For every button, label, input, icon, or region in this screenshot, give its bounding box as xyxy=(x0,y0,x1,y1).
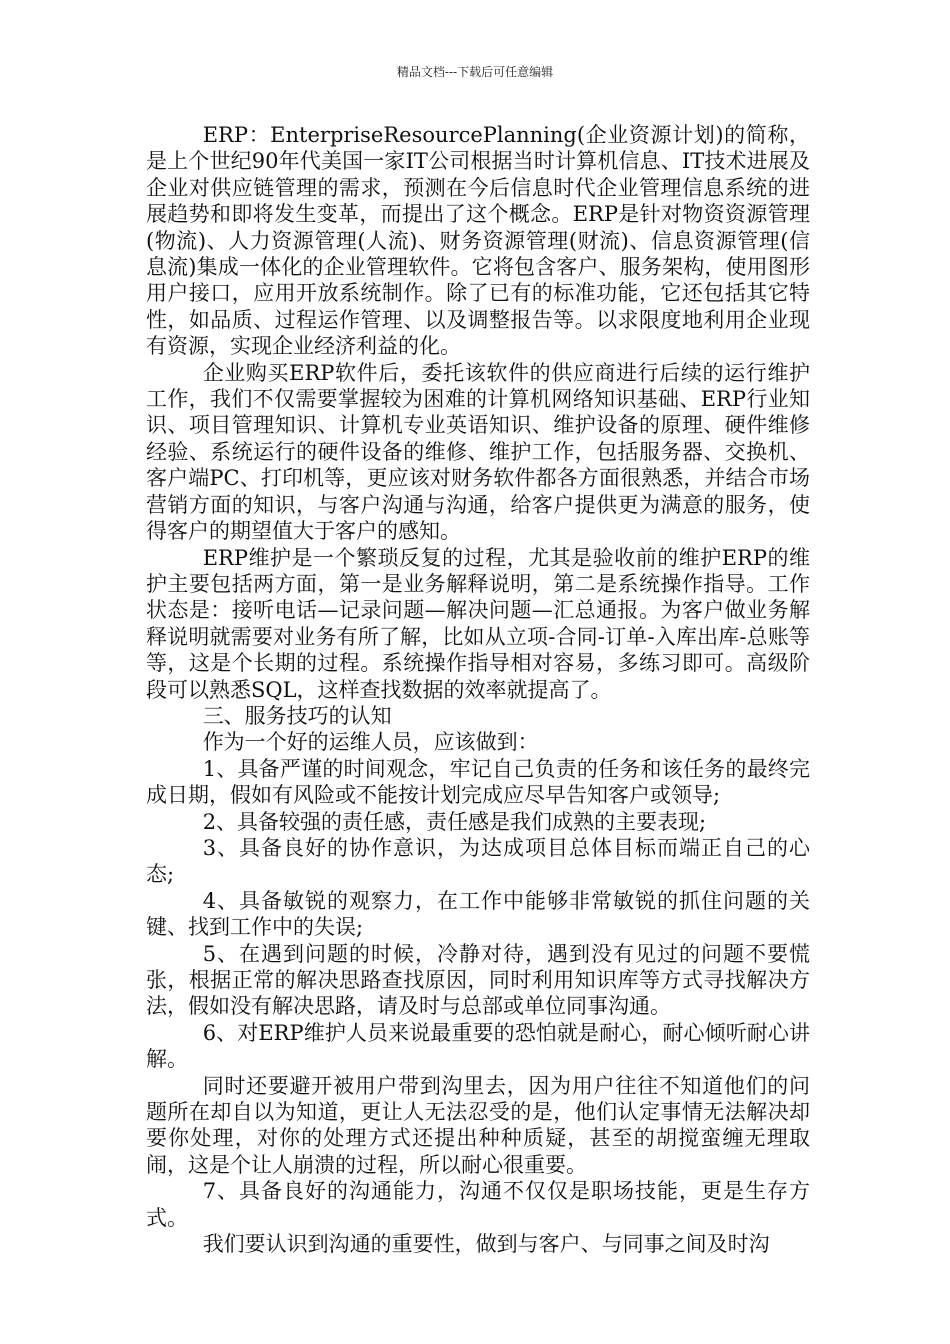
list-item-1: 1、具备严谨的时间观念，牢记自己负责的任务和该任务的最终完成日期，假如有风险或不能按计划完成应尽早告知客户或领导; xyxy=(146,756,810,808)
section-heading-service-skills: 三、服务技巧的认知 xyxy=(202,703,392,728)
paragraph-erp-maintenance-knowledge: 企业购买ERP软件后，委托该软件的供应商进行后续的运行维护工作，我们不仅需要掌握较为困难的计算机网络知识基础、ERP行业知识、项目管理知识、计算机专业英语知识、维护设备的原理、硬件维修经验、系统运行的硬件设备的维修、维护工作，包括服务器、交换机、客户端PC、打印机等，更应该对财务软件都各方面很熟悉，并结合市场营销方面的知识，与客户沟通与沟通，给客户提供更为满意的服务，使得客户的期望值大于客户的感知。 xyxy=(146,360,810,544)
paragraph-erp-definition: ERP：EnterpriseResourcePlanning(企业资源计划)的简称，是上个世纪90年代美国一家IT公司根据当时计算机信息、IT技术进展及企业对供应链管理的需求，预测在今后信息时代企业管理信息系统的进展趋势和即将发生变革，而提出了这个概念。ERP是针对物资资源管理(物流)、人力资源管理(人流)、财务资源管理(财流)、信息资源管理(信息流)集成一体化的企业管理软件。它将包含客户、服务架构，使用图形用户接口，应用开放系统制作。除了已有的标准功能，它还包括其它特性，如品质、过程运作管理、以及调整报告等。以求限度地利用企业现有资源，实现企业经济利益的化。 xyxy=(146,123,810,359)
paragraph-patience: 同时还要避开被用户带到沟里去，因为用户往往不知道他们的问题所在却自以为知道，更让人无法忍受的是，他们认定事情无法解决却要你处理，对你的处理方式还提出种种质疑，甚至的胡搅蛮缠无理取闹，这是个让人崩溃的过程，所以耐心很重要。 xyxy=(146,1073,810,1177)
paragraph-erp-maintenance-process: ERP维护是一个繁琐反复的过程，尤其是验收前的维护ERP的维护主要包括两方面，第一是业务解释说明，第二是系统操作指导。工作状态是：接听电话—记录问题—解决问题—汇总通报。为客户做业务解释说明就需要对业务有所了解，比如从立项-合同-订单-入库出库-总账等等，这是个长期的过程。系统操作指导相对容易，多练习即可。高级阶段可以熟悉SQL，这样查找数据的效率就提高了。 xyxy=(146,545,810,702)
list-item-2: 2、具备较强的责任感，责任感是我们成熟的主要表现; xyxy=(202,809,707,834)
document-body xyxy=(146,122,810,1257)
paragraph-intro-requirements: 作为一个好的运维人员，应该做到： xyxy=(202,730,539,755)
list-item-4: 4、具备敏锐的观察力，在工作中能够非常敏锐的抓住问题的关键、找到工作中的失误; xyxy=(146,888,810,940)
paragraph-communication: 我们要认识到沟通的重要性，做到与客户、与同事之间及时沟 xyxy=(202,1232,770,1257)
list-item-6: 6、对ERP维护人员来说最重要的恐怕就是耐心，耐心倾听耐心讲解。 xyxy=(146,1020,810,1072)
list-item-3: 3、具备良好的协作意识，为达成项目总体目标而端正自己的心态; xyxy=(146,835,810,887)
page-header: 精品文档---下载后可任意编辑 xyxy=(396,65,554,79)
list-item-7: 7、具备良好的沟通能力，沟通不仅仅是职场技能，更是生存方式。 xyxy=(146,1179,810,1230)
list-item-5: 5、在遇到问题的时候，冷静对待，遇到没有见过的问题不要慌张，根据正常的解决思路查找原因，同时利用知识库等方式寻找解决方法，假如没有解决思路，请及时与总部或单位同事沟通。 xyxy=(146,941,810,1019)
